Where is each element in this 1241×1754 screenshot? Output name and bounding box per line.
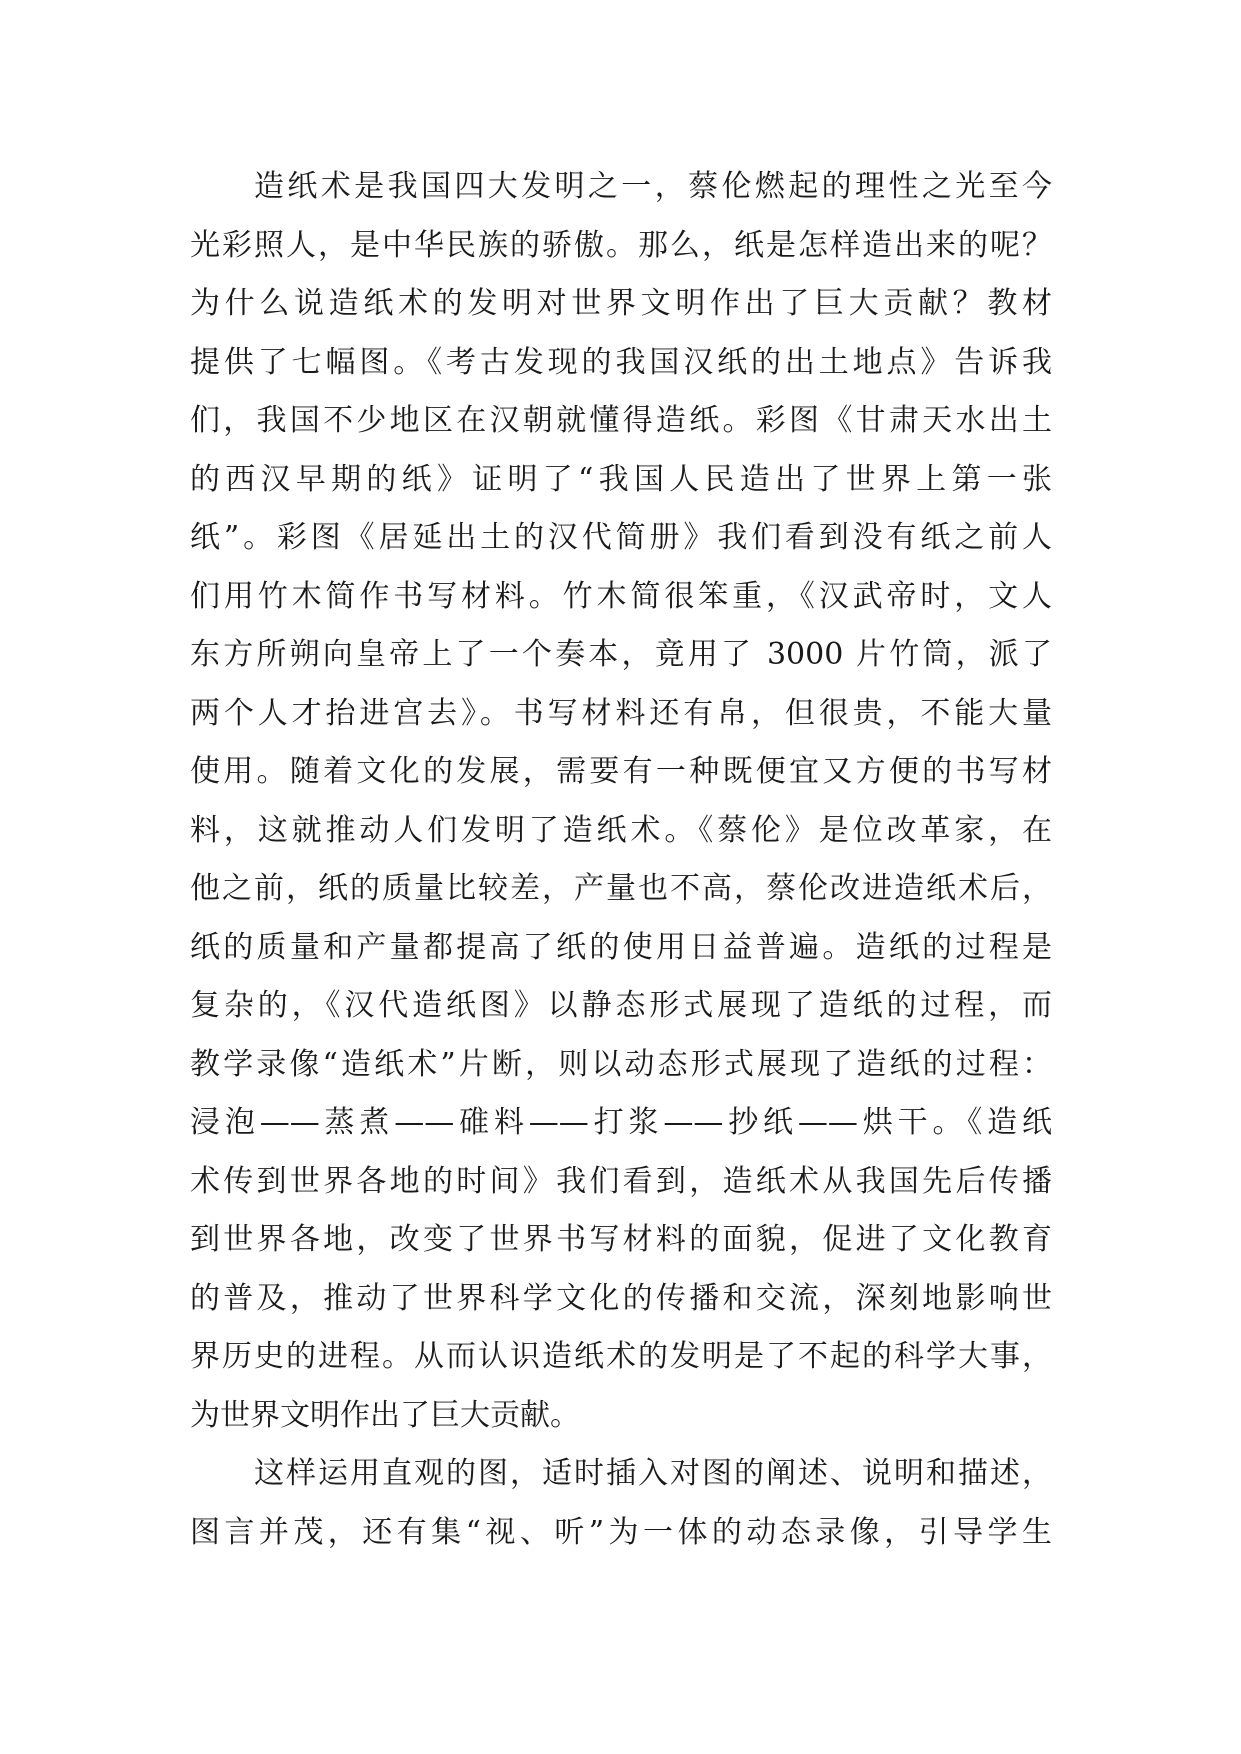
text-line: 的西汉早期的纸》证明了“我国人民造出了世界上第一张 xyxy=(190,461,1052,497)
text-line: 图言并茂，还有集“视、听”为一体的动态录像，引导学生 xyxy=(190,1514,1052,1550)
paragraph-1 xyxy=(190,158,1052,1445)
text-line: 浸泡——蒸煮——碓料——打浆——抄纸——烘干。《造纸 xyxy=(190,1105,1052,1140)
text-line: 两个人才抬进宫去》。书写材料还有帛，但很贵，不能大量 xyxy=(190,695,1052,731)
text-line: 料，这就推动人们发明了造纸术。《蔡伦》是位改革家，在 xyxy=(190,812,1052,848)
text-line: 纸”。彩图《居延出土的汉代简册》我们看到没有纸之前人 xyxy=(190,520,1052,555)
text-line: 们，我国不少地区在汉朝就懂得造纸。彩图《甘肃天水出土 xyxy=(190,403,1052,438)
text-line: 纸的质量和产量都提高了纸的使用日益普遍。造纸的过程是 xyxy=(190,929,1052,965)
text-line: 复杂的，《汉代造纸图》以静态形式展现了造纸的过程，而 xyxy=(190,988,1052,1023)
text-line: 这样运用直观的图，适时插入对图的阐述、说明和描述， xyxy=(254,1456,1052,1491)
text-line: 东方所朔向皇帝上了一个奏本，竟用了 3000 片竹筒，派了 xyxy=(190,637,1052,672)
text-line: 到世界各地，改变了世界书写材料的面貌，促进了文化教育 xyxy=(190,1222,1052,1257)
text-line: 术传到世界各地的时间》我们看到，造纸术从我国先后传播 xyxy=(190,1163,1052,1199)
paragraph-2 xyxy=(190,1445,1052,1562)
text-line: 使用。随着文化的发展，需要有一种既便宜又方便的书写材 xyxy=(190,754,1052,789)
text-line: 为世界文明作出了巨大贡献。 xyxy=(190,1397,580,1433)
text-line: 光彩照人，是中华民族的骄傲。那么，纸是怎样造出来的呢？ xyxy=(190,227,1052,263)
text-line: 们用竹木简作书写材料。竹木简很笨重，《汉武帝时，文人 xyxy=(190,578,1052,614)
text-line: 他之前，纸的质量比较差，产量也不高，蔡伦改进造纸术后， xyxy=(190,871,1052,906)
text-line: 教学录像“造纸术”片断，则以动态形式展现了造纸的过程： xyxy=(190,1046,1052,1082)
text-line: 的普及，推动了世界科学文化的传播和交流，深刻地影响世 xyxy=(190,1280,1052,1316)
document-body xyxy=(190,158,1052,1562)
text-line: 为什么说造纸术的发明对世界文明作出了巨大贡献？教材 xyxy=(190,286,1052,321)
text-line: 提供了七幅图。《考古发现的我国汉纸的出土地点》告诉我 xyxy=(190,344,1052,380)
text-line: 界历史的进程。从而认识造纸术的发明是了不起的科学大事， xyxy=(190,1339,1052,1374)
text-line: 造纸术是我国四大发明之一，蔡伦燃起的理性之光至今 xyxy=(254,169,1052,204)
